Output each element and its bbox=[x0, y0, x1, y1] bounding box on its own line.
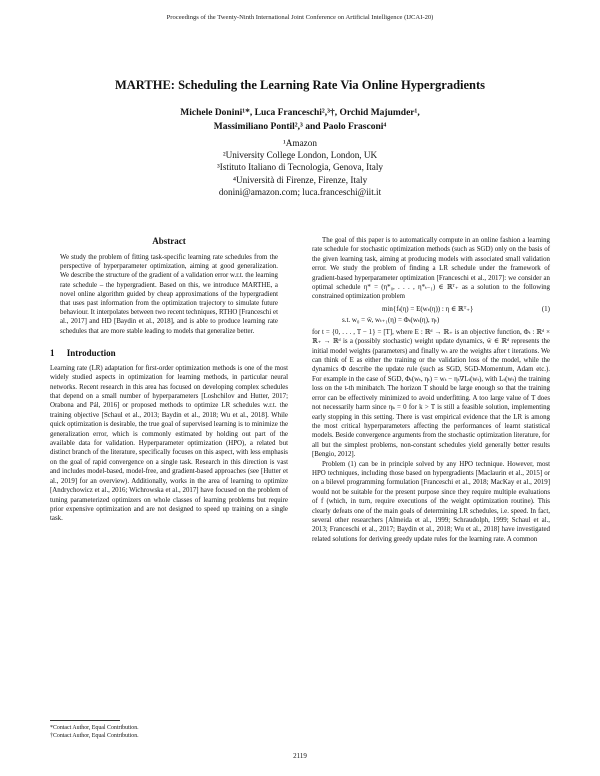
body-paragraph: The goal of this paper is to automatically compute in an online fashion a learning rate schedule for stochastic optimization methods (such as SGD) only on the basis of the given learning task, aiming at producing models with associated small validation error. We study the problem of finding a LR schedule under the framework of gradient-based hyperparameter optimization [Franceschi et al., 2017]: we consider an optimal schedule η* = (η*₀, . . . , η*ₜ₋₁) ∈ ℝᵀ₊ as a solution to the following constrained optimization problem bbox=[312, 237, 550, 301]
affiliation: ³Istituto Italiano di Tecnologia, Genova, Italy bbox=[217, 162, 383, 173]
abstract-text: We study the problem of fitting task-specific learning rate schedules from the perspective of hyperparameter optimization, aiming at good generalization. We describe the structure of the gradient of a validation error w.r.t. the learning rate schedule – the hypergradient. Based on this, we introduce MARTHE, a novel online algorithm guided by cheap approximations of the hypergradient that uses past information from the optimization trajectory to simulate future behaviour. It interpolates between two recent techniques, RTHO [Franceschi et al., 2017] and HD [Baydin et al., 2018], and is able to produce learning rate schedules that are more stable leading to models that generalize better. bbox=[60, 254, 278, 335]
paper-title: MARTHE: Scheduling the Learning Rate Via Online Hypergradients bbox=[114, 78, 486, 92]
affiliation: ²University College London, London, UK bbox=[222, 150, 378, 161]
proceedings-header: Proceedings of the Twenty-Ninth International Joint Conference on Artificial Intelligence (IJCAI-20) bbox=[166, 14, 434, 21]
author-line: Michele Donini¹*, Luca Franceschi²,³†, Orchid Majumder¹, bbox=[180, 108, 420, 118]
author-list bbox=[60, 106, 540, 134]
equation-number: (1) bbox=[541, 304, 550, 313]
footnote: †Contact Author, Equal Contribution. bbox=[50, 733, 139, 739]
page-number: 2119 bbox=[293, 752, 307, 760]
left-column bbox=[50, 236, 288, 524]
footnotes bbox=[50, 720, 288, 740]
affiliation: ¹Amazon bbox=[283, 138, 317, 148]
section-title: Introduction bbox=[66, 347, 116, 358]
body-paragraph: for t = {0, . . . , T − 1} = [T], where E : ℝᵈ → ℝ₊ is an objective function, Φₜ : ℝᵈ × ℝ₊ → ℝᵈ is a (possibly stochastic) weight update dynamics, w̄ ∈ ℝᵈ represents the initial model weights (parameters) and finally wₜ are the weights after t iterations. We can think of E as either the training or the validation loss of the model, while the dynamics Φ describe the update rule (such as SGD, SGD-Momentum, Adam etc.). For example in the case of SGD, Φₜ(wₜ, ηₜ) = wₜ − ηₜ∇Lₜ(wₜ), with Lₜ(wₜ) the training loss on the t-th minibatch. The horizon T should be large enough so that the training error can be effectively minimized to avoid underfitting. A too large value of T does not necessarily harm since ηₖ = 0 for k > T is still a feasible solution, implementing early stopping in this setting. There is vast empirical evidence that the LR is among the most critical hyperparameters affecting the performances of learnt statistical models. Beside convergence arguments from the stochastic optimization literature, for all but the simplest problems, non-constant schedules yield generally better results [Bengio, 2012]. bbox=[312, 328, 550, 459]
body-paragraph: Problem (1) can be in principle solved by any HPO technique. However, most HPO techniques, including those based on hypergradients [Maclaurin et al., 2015] or on a bilevel programming formulation [Franceschi et al., 2018; MacKay et al., 2019] would not be suitable for the present purpose since they require multiple evaluations of f (which, in turn, require executions of the weight optimization routine). This clearly defeats one of the main goals of determining LR schedules, i.e. speed. In fact, several other researchers [Almeida et al., 1999; Schraudolph, 1999; Schaul et al., 2013; Franceschi et al., 2017; Baydin et al., 2018; Wu et al., 2018] have investigated related solutions for deriving greedy update rules for the learning rate. A common bbox=[312, 460, 550, 543]
footnote-rule bbox=[50, 720, 120, 721]
equation-constraint: s.t. w₀ = w̄, wₜ₊₁(η) = Φₜ(wₜ(η), ηₜ) bbox=[342, 315, 440, 324]
affiliations bbox=[60, 137, 540, 198]
section-heading bbox=[50, 348, 288, 358]
author-line: Massimiliano Pontil²,³ and Paolo Frasconi⁴ bbox=[213, 122, 387, 132]
right-column bbox=[312, 236, 550, 544]
section-number: 1 bbox=[50, 347, 55, 358]
affiliation: ⁴Università di Firenze, Firenze, Italy bbox=[232, 174, 368, 185]
intro-paragraph: Learning rate (LR) adaptation for first-order optimization methods is one of the most widely studied aspects in optimization for learning methods, in particular neural networks. Recent research in this area has focused on developing complex schedules that depend on a small number of hyperparameters [Loshchilov and Hutter, 2017; Orabona and Pál, 2016] or proposed methods to optimize LR schedules w.r.t. the training objective [Schaul et al., 2013; Baydin et al., 2018; Wu et al., 2018]. While quick optimization is desirable, the true goal of supervised learning is to minimize the generalization error, which is commonly estimated by holding out part of the available data for validation. Hyperparameter optimization (HPO), a related but distinct branch of the literature, specifically focuses on this aspect, with less emphasis on the goal of rapid convergence on a single task. Research in this direction is vast and includes model-based, model-free, and gradient-based approaches (see [Hutter et al., 2019] for an overview). Additionally, works in the area of learning to optimize [Andrychowicz et al., 2016; Wichrowska et al., 2017] have focused on the problem of tuning parameterized optimizers on whole classes of learning problems but require prior expensive optimization and are not designed to speed up training on a single task. bbox=[50, 364, 288, 523]
equation-1 bbox=[312, 305, 550, 313]
footnote: *Contact Author, Equal Contribution. bbox=[50, 725, 139, 731]
abstract-heading: Abstract bbox=[152, 236, 186, 246]
contact-emails: donini@amazon.com; luca.franceschi@iit.it bbox=[218, 186, 382, 197]
equation-body: min{fₜ(η) = E(wₜ(η)) : η ∈ ℝᵀ₊} bbox=[382, 304, 474, 313]
